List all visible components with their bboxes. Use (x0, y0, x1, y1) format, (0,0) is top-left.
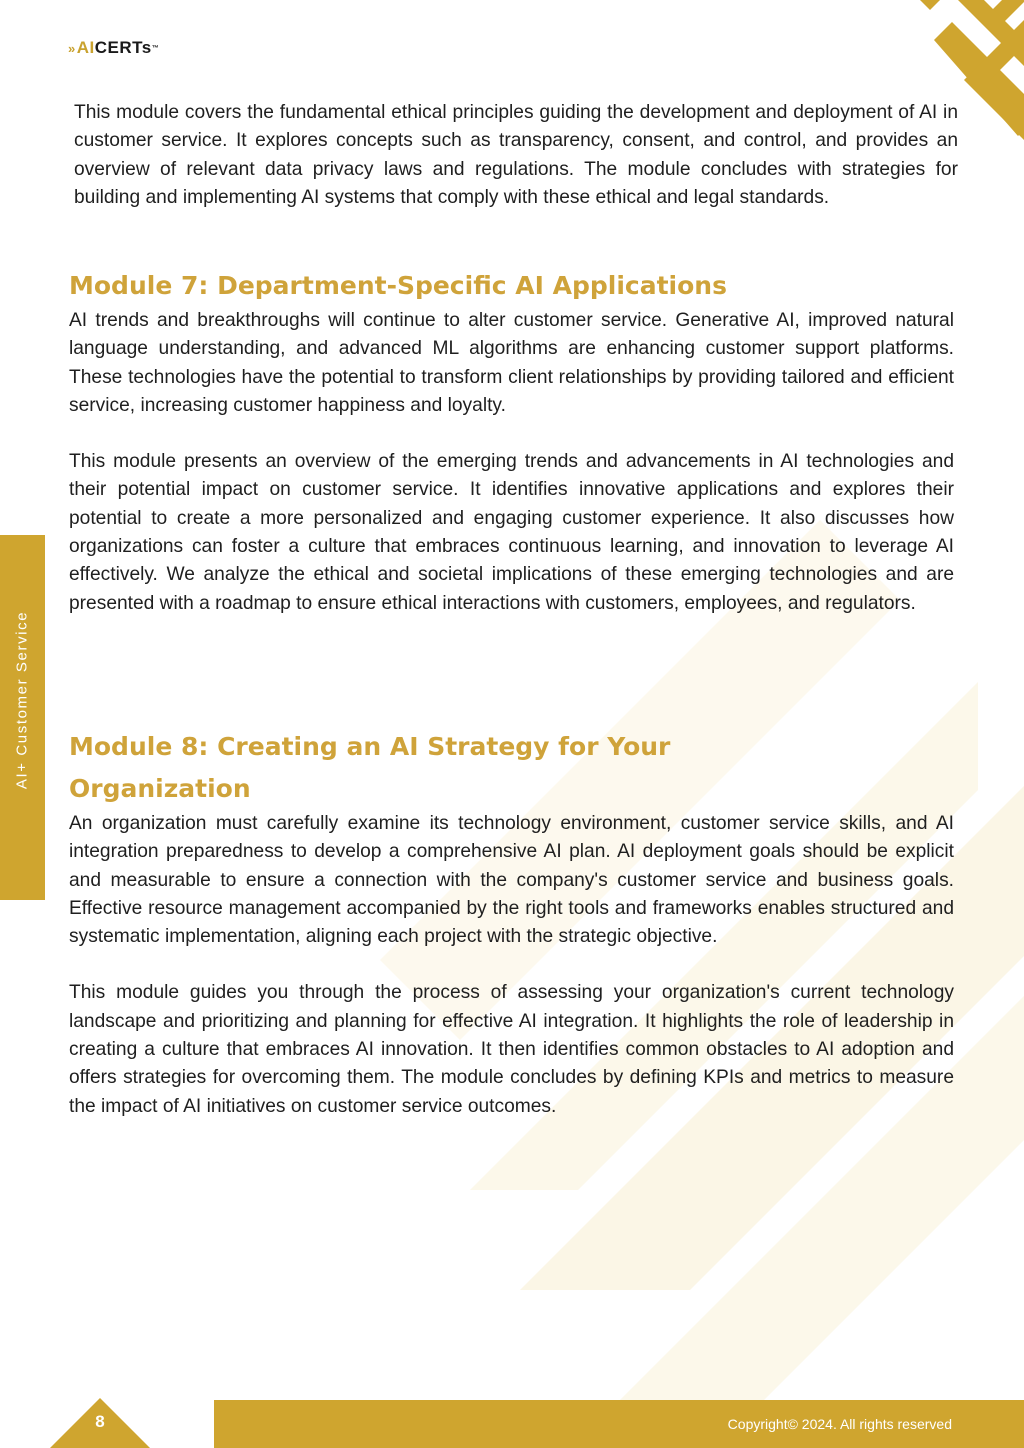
logo-trademark: ™ (151, 44, 160, 52)
sidebar-course-label: AI+ Customer Service (13, 610, 31, 790)
module8-heading-line2: Organization (69, 774, 251, 803)
module7-heading: Module 7: Department-Specific AI Applications (69, 271, 727, 300)
module8-heading-line1: Module 8: Creating an AI Strategy for Your (69, 732, 671, 761)
module7-section (69, 265, 954, 618)
module7-paragraph-2: This module presents an overview of the emerging trends and advancements in AI technologies and their potential impact on customer service. It identifies innovative applications and explores their potential to create a more personalized and engaging customer experience. It also discusses how organizations can foster a culture that embraces continuous learning, and innovation to leverage AI effectively. We analyze the ethical and societal implications of these emerging technologies and are presented with a roadmap to ensure ethical interactions with customers, employees, and regulators. (69, 451, 954, 614)
logo-ai-text: AI (76, 38, 95, 57)
logo-certs-text: CERTs (94, 38, 152, 57)
module8-section (69, 726, 954, 1121)
aicerts-logo (68, 38, 159, 58)
copyright-text: Copyright© 2024. All rights reserved (727, 1416, 952, 1432)
module7-paragraph-1: AI trends and breakthroughs will continue to alter customer service. Generative AI, improved natural language understanding, and advanced ML algorithms are enhancing customer support platforms. These technologies have the potential to transform client relationships by providing tailored and efficient service, increasing customer happiness and loyalty. (69, 310, 954, 416)
module8-paragraph-1: An organization must carefully examine its technology environment, customer service skills, and AI integration preparedness to develop a comprehensive AI plan. AI deployment goals should be explicit and measurable to ensure a connection with the company's customer service and business goals. Effective resource management accompanied by the right tools and frameworks enables structured and systematic implementation, aligning each project with the strategic objective. (69, 813, 954, 948)
intro-section (74, 99, 958, 212)
intro-paragraph: This module covers the fundamental ethical principles guiding the development and deployment of AI in customer service. It explores concepts such as transparency, consent, and control, and provides an overview of relevant data privacy laws and regulations. The module concludes with strategies for building and implementing AI systems that comply with these ethical and legal standards. (74, 102, 958, 208)
logo-chevron-icon: » (68, 40, 76, 56)
module8-paragraph-2: This module guides you through the process of assessing your organization's current technology landscape and prioritizing and planning for effective AI integration. It highlights the role of leadership in creating a culture that embraces AI innovation. It then identifies common obstacles to AI adoption and offers strategies for overcoming them. The module concludes by defining KPIs and metrics to measure the impact of AI initiatives on customer service outcomes. (69, 982, 954, 1117)
page-number: 8 (95, 1412, 105, 1431)
